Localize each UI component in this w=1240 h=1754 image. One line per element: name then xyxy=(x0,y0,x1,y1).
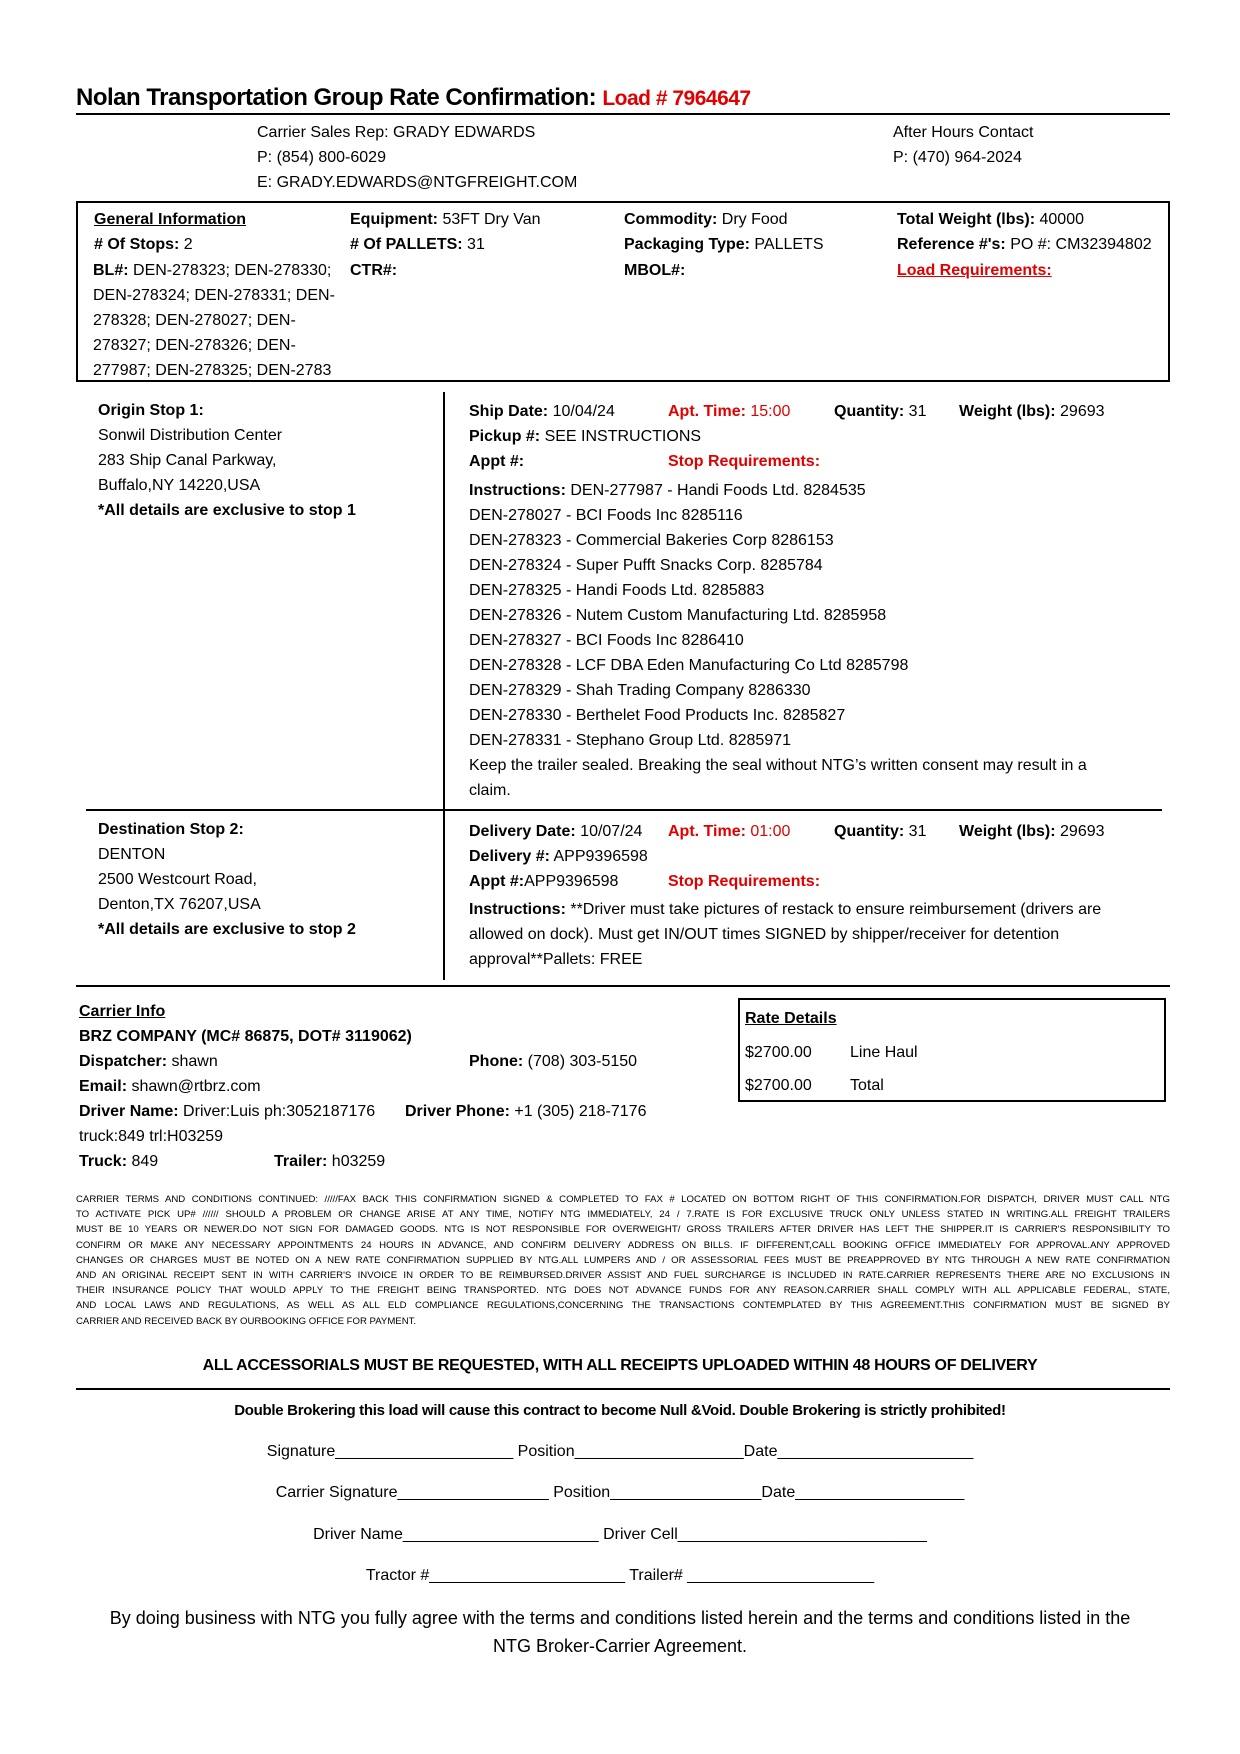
delivery-date xyxy=(469,822,642,842)
truck-value: 849 xyxy=(127,1153,159,1170)
driver-phone-label: Driver Phone: xyxy=(405,1103,510,1120)
mbol-label: MBOL#: xyxy=(624,262,686,279)
driver-line[interactable]: Driver Name______________________ Driver Cell____________________________ xyxy=(313,1526,927,1543)
destination-appt-label: Appt #: xyxy=(469,873,525,890)
trailer xyxy=(274,1152,385,1172)
driver-name xyxy=(79,1102,375,1122)
destination-weight xyxy=(959,822,1105,842)
accessorials-notice: ALL ACCESSORIALS MUST BE REQUESTED, WITH ALL RECEIPTS UPLOADED WITHIN 48 HOURS OF DELIVERY xyxy=(202,1357,1038,1374)
truck-label: Truck: xyxy=(79,1153,128,1170)
origin-appt-label: Appt #: xyxy=(469,453,525,470)
pickup-value: SEE INSTRUCTIONS xyxy=(540,428,702,445)
packaging-type xyxy=(624,235,823,255)
bl-value: DEN-278323; DEN-278330; DEN-278324; DEN-278331; DEN-278328; DEN-278027; DEN-278327; DEN-278326; DEN-277987; DEN-278325; DEN-2783 xyxy=(93,262,335,379)
stops-row-divider xyxy=(86,809,1162,811)
tractor-trailer-line[interactable]: Tractor #______________________ Trailer# _____________________ xyxy=(365,1567,875,1584)
destination-appt-value: APP9396598 xyxy=(524,873,619,890)
title-text: Nolan Transportation Group Rate Confirmation: xyxy=(76,84,597,111)
carrier-email-value: shawn@rtbrz.com xyxy=(127,1078,261,1095)
terms-line: THEIR INSURANCE POLICY THAT WOULD APPLY TO THE FREIGHT BEING TRANSPORTED. NTG DOES NOT ADVANCE FUNDS FOR ANY REASON.CARRIER SHALL COMPLY WITH ALL APPLICABLE FEDERAL, STATE, xyxy=(76,1285,1170,1297)
delivery-date-value: 10/07/24 xyxy=(575,823,643,840)
total-weight xyxy=(897,210,1084,230)
accessorials-rule xyxy=(76,1388,1170,1390)
instruction-line: approval**Pallets: FREE xyxy=(469,951,643,968)
instruction-line: DEN-278027 - BCI Foods Inc 8285116 xyxy=(469,507,743,524)
dispatcher-label: Dispatcher: xyxy=(79,1053,168,1070)
destination-stop-block xyxy=(98,817,356,942)
instruction-line: DEN-278324 - Super Pufft Snacks Corp. 8285784 xyxy=(469,557,823,574)
destination-instructions-label: Instructions: xyxy=(469,901,566,918)
total-weight-label: Total Weight (lbs): xyxy=(897,211,1036,228)
equipment xyxy=(350,210,541,230)
after-hours-phone: P: (470) 964-2024 xyxy=(893,149,1022,166)
general-info-heading: General Information xyxy=(94,211,247,228)
rate-amount: $2700.00 xyxy=(745,1077,812,1094)
carrier-email xyxy=(79,1077,261,1097)
delivery-value: APP9396598 xyxy=(549,848,648,865)
ctr-label: CTR#: xyxy=(350,262,398,279)
origin-stop-requirements[interactable]: Stop Requirements: xyxy=(668,453,821,470)
pickup-number xyxy=(469,427,701,447)
bl-numbers xyxy=(93,258,353,383)
instruction-line: DEN-278326 - Nutem Custom Manufacturing Ltd. 8285958 xyxy=(469,607,887,624)
after-hours-label: After Hours Contact xyxy=(893,124,1034,141)
terms-line: CARRIER AND RECEIVED BACK BY OURBOOKING OFFICE FOR PAYMENT. xyxy=(76,1315,417,1327)
destination-heading: Destination Stop 2: xyxy=(98,821,244,838)
reference-label: Reference #'s: xyxy=(897,236,1006,253)
destination-qty-label: Quantity: xyxy=(834,823,905,840)
terms-line: AND LOCAL LAWS AND REGULATIONS, AS WELL AS ALL ELD COMPLIANCE REGULATIONS,CONCERNING THE TRANSACTIONS CONTEMPLATED BY THIS AGREEMENT.THIS CONFIRMATION MUST BE SIGNED BY xyxy=(76,1300,1170,1312)
terms-line: AND AN ORIGINAL RECEIPT SENT IN WITH CARRIER'S INVOICE IN ORDER TO BE REIMBURSED.DRIVER ASSIST AND FUEL SURCHARGE IS INCLUDED IN RATE.CARRIER REPRESENTS THERE ARE NO EXCLUSIONS IN xyxy=(76,1270,1170,1282)
delivery-date-label: Delivery Date: xyxy=(469,823,576,840)
footer-agreement-line: NTG Broker-Carrier Agreement. xyxy=(492,1636,748,1656)
ship-date-label: Ship Date: xyxy=(469,403,549,420)
origin-qty-label: Quantity: xyxy=(834,403,905,420)
dispatcher xyxy=(79,1052,218,1072)
origin-weight-label: Weight (lbs): xyxy=(959,403,1056,420)
page-title xyxy=(76,84,751,112)
trailer-value: h03259 xyxy=(327,1153,386,1170)
pickup-label: Pickup #: xyxy=(469,428,541,445)
total-weight-value: 40000 xyxy=(1035,211,1084,228)
signature-line[interactable]: Signature____________________ Position___________________Date______________________ xyxy=(266,1443,974,1460)
origin-street: 283 Ship Canal Parkway, xyxy=(98,452,277,469)
bl-label: BL#: xyxy=(93,262,129,279)
driver-name-label: Driver Name: xyxy=(79,1103,179,1120)
origin-weight-value: 29693 xyxy=(1055,403,1105,420)
terms-and-conditions xyxy=(76,1192,1170,1329)
carrier-phone-value: (708) 303-5150 xyxy=(523,1053,638,1070)
equipment-value: 53FT Dry Van xyxy=(438,211,541,228)
sales-phone: P: (854) 800-6029 xyxy=(257,149,386,166)
pallets-count xyxy=(350,235,485,255)
pallets-label: # Of PALLETS: xyxy=(350,236,463,253)
destination-name: DENTON xyxy=(98,846,166,863)
stops-label: # Of Stops: xyxy=(94,236,180,253)
delivery-number xyxy=(469,847,648,867)
origin-qty-value: 31 xyxy=(904,403,927,420)
instruction-line: allowed on dock). Must get IN/OUT times SIGNED by shipper/receiver for detention xyxy=(469,926,1060,943)
destination-appt xyxy=(469,872,618,892)
destination-note: *All details are exclusive to stop 2 xyxy=(98,921,356,938)
origin-apt-value: 15:00 xyxy=(745,403,791,420)
driver-phone xyxy=(405,1102,646,1122)
stops-value: 2 xyxy=(179,236,193,253)
carrier-phone-label: Phone: xyxy=(469,1053,524,1070)
driver-phone-value: +1 (305) 218-7176 xyxy=(509,1103,647,1120)
driver-name-value: Driver:Luis ph:3052187176 xyxy=(178,1103,376,1120)
instruction-line: DEN-278325 - Handi Foods Ltd. 8285883 xyxy=(469,582,765,599)
sales-rep: Carrier Sales Rep: GRADY EDWARDS xyxy=(257,124,536,141)
sales-rep-block xyxy=(257,120,577,195)
origin-heading: Origin Stop 1: xyxy=(98,402,204,419)
carrier-company: BRZ COMPANY (MC# 86875, DOT# 3119062) xyxy=(79,1028,412,1045)
destination-apt-time xyxy=(668,822,790,842)
double-brokering-notice: Double Brokering this load will cause this contract to become Null &Void. Double Brokering is strictly prohibited! xyxy=(234,1402,1006,1419)
driver-extra: truck:849 trl:H03259 xyxy=(79,1128,224,1145)
rate-label: Total xyxy=(850,1077,884,1094)
terms-line: CHANGES OR CHARGES MUST BE NOTED ON A NEW RATE CONFIRMATION SUPPLIED BY NTG.ALL LUMPERS AND / OR ASSESSORIAL FEES MUST BE PREAPPROVED BY NTG THROUGH A NEW RATE CONFIRMATION xyxy=(76,1254,1170,1266)
instruction-line: claim. xyxy=(469,782,511,799)
destination-instructions xyxy=(469,897,1101,972)
instruction-line: Keep the trailer sealed. Breaking the seal without NTG’s written consent may result in a xyxy=(469,757,1087,774)
stops-column-divider xyxy=(443,392,445,980)
terms-line: MUST BE 10 YEARS OR NEWER.DO NOT SIGN FOR DAMAGED GOODS. NTG IS NOT RESPONSIBLE FOR OVERWEIGHT/ GROSS TRAILERS AFTER DRIVER HAS LEFT THE SHIPPER.IT IS CARRIER'S RESPONSIBILITY TO xyxy=(76,1224,1170,1236)
instruction-line: DEN-278323 - Commercial Bakeries Corp 8286153 xyxy=(469,532,834,549)
origin-weight xyxy=(959,402,1105,422)
instruction-line: Instructions: **Driver must take pictures of restack to ensure reimbursement (drivers are xyxy=(469,901,1102,918)
commodity-value: Dry Food xyxy=(717,211,788,228)
load-requirements-link[interactable]: Load Requirements: xyxy=(897,262,1052,279)
pallets-value: 31 xyxy=(462,236,485,253)
destination-city: Denton,TX 76207,USA xyxy=(98,896,261,913)
instruction-line: DEN-278330 - Berthelet Food Products Inc. 8285827 xyxy=(469,707,846,724)
carrier-info-heading: Carrier Info xyxy=(79,1003,166,1020)
terms-line: CARRIER TERMS AND CONDITIONS CONTINUED: /////FAX BACK THIS CONFIRMATION SIGNED & COMPLETED TO FAX # LOCATED ON BOTTOM RIGHT OF THIS CONFIRMATION.FOR DISPATCH, DRIVER MUST CALL NTG xyxy=(76,1194,1170,1205)
ship-date-value: 10/04/24 xyxy=(548,403,615,420)
destination-weight-label: Weight (lbs): xyxy=(959,823,1056,840)
commodity-label: Commodity: xyxy=(624,211,718,228)
terms-line: TO ACTIVATE PICK UP# ////// SHOULD A PROBLEM OR CHANGE ARISE AT ANY TIME, NOTIFY NTG IMMEDIATELY, 24 / 7.RATE IS FOR EXCLUSIVE TRUCK ONLY UNLESS STATED IN WRITING.ALL FREIGHT TRAILERS xyxy=(76,1209,1170,1221)
destination-street: 2500 Westcourt Road, xyxy=(98,871,257,888)
ship-date xyxy=(469,402,615,422)
origin-name: Sonwil Distribution Center xyxy=(98,427,283,444)
origin-apt-label: Apt. Time: xyxy=(668,403,746,420)
origin-instructions xyxy=(469,478,1087,803)
destination-apt-value: 01:00 xyxy=(745,823,791,840)
origin-city: Buffalo,NY 14220,USA xyxy=(98,477,261,494)
equipment-label: Equipment: xyxy=(350,211,438,228)
carrier-section-rule xyxy=(76,985,1170,987)
title-rule xyxy=(76,113,1170,115)
delivery-label: Delivery #: xyxy=(469,848,550,865)
carrier-email-label: Email: xyxy=(79,1078,128,1095)
destination-stop-requirements[interactable]: Stop Requirements: xyxy=(668,873,821,890)
origin-stop-block xyxy=(98,398,356,523)
instruction-line: DEN-278327 - BCI Foods Inc 8286410 xyxy=(469,632,744,649)
commodity xyxy=(624,210,788,230)
footer-agreement-line: By doing business with NTG you fully agree with the terms and conditions listed herein and the terms and conditions listed in the xyxy=(109,1608,1131,1628)
destination-qty-value: 31 xyxy=(904,823,927,840)
packaging-label: Packaging Type: xyxy=(624,236,750,253)
packaging-value: PALLETS xyxy=(749,236,824,253)
sales-email: E: GRADY.EDWARDS@NTGFREIGHT.COM xyxy=(257,174,578,191)
origin-note: *All details are exclusive to stop 1 xyxy=(98,502,356,519)
instruction-line: DEN-278331 - Stephano Group Ltd. 8285971 xyxy=(469,732,792,749)
after-hours-block xyxy=(893,120,1034,170)
destination-quantity xyxy=(834,822,926,842)
origin-apt-time xyxy=(668,402,790,422)
trailer-label: Trailer: xyxy=(274,1153,328,1170)
rate-details-heading: Rate Details xyxy=(745,1010,837,1027)
origin-quantity xyxy=(834,402,926,422)
terms-line: CONFIRM OR MAKE ANY NECESSARY APPOINTMENTS 24 HOURS IN ADVANCE, AND CONFIRM DELIVERY ADDRESS ON BILLS. IF DIFFERENT,CALL BOOKING OFFICE IMMEDIATELY FOR APPROVAL.ANY APPROVED xyxy=(76,1239,1170,1251)
destination-apt-label: Apt. Time: xyxy=(668,823,746,840)
truck xyxy=(79,1152,158,1172)
instruction-line: Instructions: DEN-277987 - Handi Foods Ltd. 8284535 xyxy=(469,482,866,499)
carrier-phone xyxy=(469,1052,637,1072)
instruction-line: DEN-278329 - Shah Trading Company 8286330 xyxy=(469,682,811,699)
rate-label: Line Haul xyxy=(850,1044,918,1061)
rate-amount: $2700.00 xyxy=(745,1044,812,1061)
origin-instructions-label: Instructions: xyxy=(469,482,566,499)
stops-count xyxy=(94,235,193,255)
instruction-line: DEN-278328 - LCF DBA Eden Manufacturing Co Ltd 8285798 xyxy=(469,657,909,674)
reference-value: PO #: CM32394802 xyxy=(1005,236,1152,253)
destination-weight-value: 29693 xyxy=(1055,823,1105,840)
carrier-signature-line[interactable]: Carrier Signature_________________ Position_________________Date___________________ xyxy=(275,1484,965,1501)
dispatcher-value: shawn xyxy=(167,1053,218,1070)
load-number: Load # 7964647 xyxy=(602,87,751,110)
reference-numbers xyxy=(897,235,1152,255)
